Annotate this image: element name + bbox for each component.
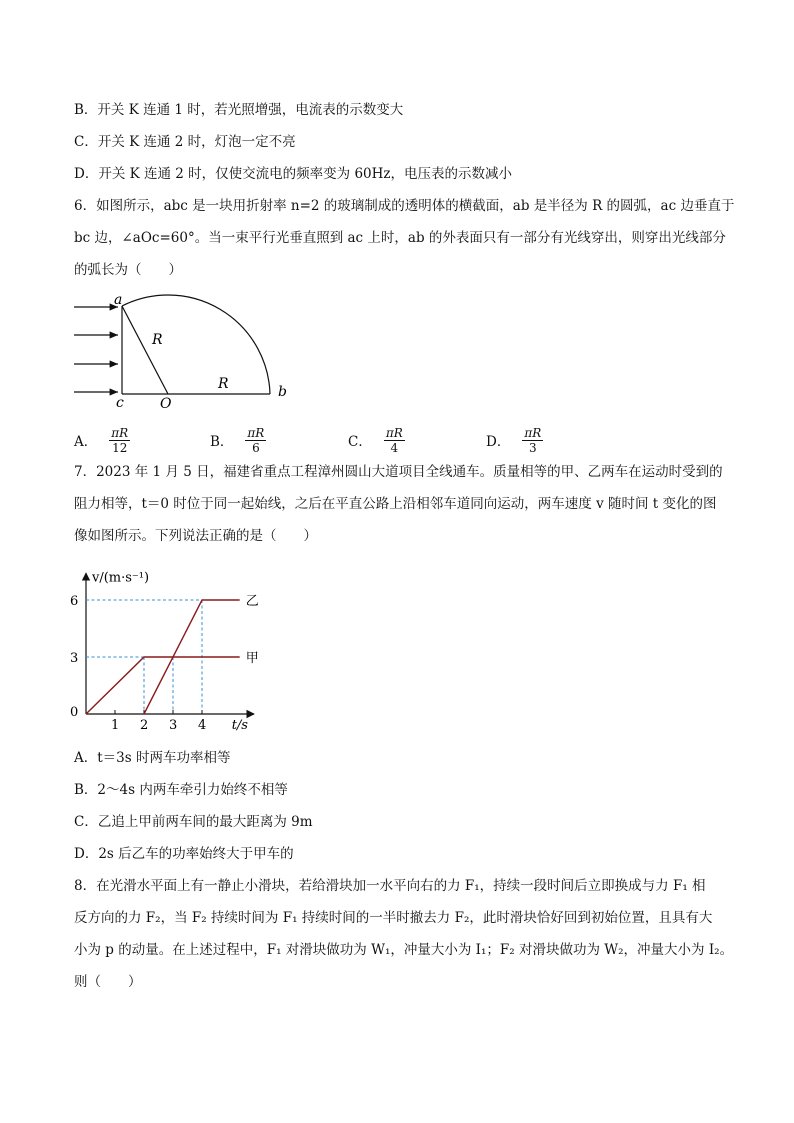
q6-option-a-numerator: πR — [111, 425, 129, 440]
label-c: c — [116, 395, 124, 410]
q7-option-d: D．2s 后乙车的功率始终大于甲车的 — [74, 846, 294, 862]
q6-option-d-fraction — [522, 426, 543, 455]
q6-options — [74, 418, 634, 462]
q8-stem-line4: 则（ ） — [74, 974, 142, 990]
q6-option-b-denominator: 6 — [252, 440, 260, 455]
arc-ab — [122, 295, 270, 394]
series-label-1: 乙 — [245, 594, 259, 609]
q7-stem-line2: 阻力相等，t＝0 时位于同一起始线，之后在平直公路上沿相邻车道同向运动，两车速度 v 随时间 t 变化的图 — [74, 496, 717, 512]
q6-option-d — [486, 418, 543, 462]
q8-stem-line2: 反方向的力 F₂，当 F₂ 持续时间为 F₁ 持续时间的一半时撤去力 F₂，此时滑块恰好回到初始位置，且具有大 — [74, 910, 713, 926]
q6-option-d-denominator: 3 — [528, 440, 537, 455]
radius-aO — [122, 306, 168, 394]
q7-stem-line3: 像如图所示。下列说法正确的是（ ） — [74, 528, 317, 544]
q6-option-b-numerator: πR — [247, 425, 265, 440]
q6-option-c-fraction — [384, 426, 405, 455]
series-label-0: 甲 — [245, 651, 259, 666]
q6-option-d-letter: D． — [486, 434, 511, 450]
q6-semicircle-figure — [64, 288, 304, 410]
x-tick-label-2: 2 — [140, 718, 149, 733]
x-tick-label-1: 1 — [111, 718, 120, 733]
y-tick-label-6: 6 — [70, 594, 79, 609]
y-tick-label-3: 3 — [70, 651, 79, 666]
q8-stem-line1: 8．在光滑水平面上有一静止小滑块，若给滑块加一水平向右的力 F₁，持续一段时间后立即换成与力 F₁ 相 — [74, 878, 706, 894]
q7-option-a: A．t＝3s 时两车功率相等 — [74, 750, 231, 766]
incident-light-arrows — [74, 307, 118, 392]
q6-option-a-letter: A． — [74, 434, 98, 450]
label-a: a — [114, 292, 123, 308]
label-b: b — [278, 384, 287, 400]
q6-stem-line3: 的弧长为（ ） — [74, 262, 182, 278]
q7-stem-line1: 7．2023 年 1 月 5 日，福建省重点工程漳州圆山大道项目全线通车。质量相等的甲、乙两车在运动时受到的 — [74, 464, 723, 480]
origin-label: 0 — [70, 705, 79, 720]
q7-velocity-time-chart — [60, 558, 280, 738]
q6-option-b-letter: B． — [210, 434, 234, 450]
q6-option-a — [74, 418, 130, 462]
q6-option-c-numerator: πR — [385, 425, 403, 440]
q6-option-b-fraction — [245, 426, 266, 455]
q7-option-c: C．乙追上甲前两车间的最大距离为 9m — [74, 814, 313, 830]
q5-option-d: D．开关 K 连通 2 时，仅使交流电的频率变为 60Hz，电压表的示数减小 — [74, 166, 513, 182]
q5-option-b: B．开关 K 连通 1 时，若光照增强，电流表的示数变大 — [74, 102, 404, 118]
q6-option-c — [348, 418, 405, 462]
q8-stem-line3: 小为 p 的动量。在上述过程中，F₁ 对滑块做功为 W₁，冲量大小为 I₁；F₂ 对滑块做功为 W₂，冲量大小为 I₂。 — [74, 942, 734, 958]
label-O: O — [160, 396, 172, 410]
x-tick-label-3: 3 — [169, 718, 178, 733]
label-R-radius: R — [152, 332, 163, 348]
q5-option-c: C．开关 K 连通 2 时，灯泡一定不亮 — [74, 134, 296, 150]
x-axis-label: t/s — [231, 718, 248, 733]
q6-option-d-numerator: πR — [524, 425, 542, 440]
q6-option-b — [210, 418, 266, 462]
q6-stem-line1: 6．如图所示，abc 是一块用折射率 n=2 的玻璃制成的透明体的横截面，ab 是半径为 R 的圆弧，ac 边垂直于 — [74, 198, 735, 214]
x-tick-label-4: 4 — [198, 718, 207, 733]
q6-option-a-fraction — [109, 426, 130, 455]
q6-option-c-letter: C． — [348, 434, 372, 450]
q6-stem-line2: bc 边，∠aOc=60°。当一束平行光垂直照到 ac 上时，ab 的外表面只有一部分有光线穿出，则穿出光线部分 — [74, 230, 726, 246]
series-line-0 — [86, 657, 240, 714]
q7-option-b: B．2～4s 内两车牵引力始终不相等 — [74, 782, 288, 798]
label-R-base: R — [218, 376, 229, 392]
y-axis-label: v/(m·s⁻¹) — [92, 570, 150, 586]
q6-option-a-denominator: 12 — [112, 440, 128, 455]
q6-option-c-denominator: 4 — [390, 440, 399, 455]
